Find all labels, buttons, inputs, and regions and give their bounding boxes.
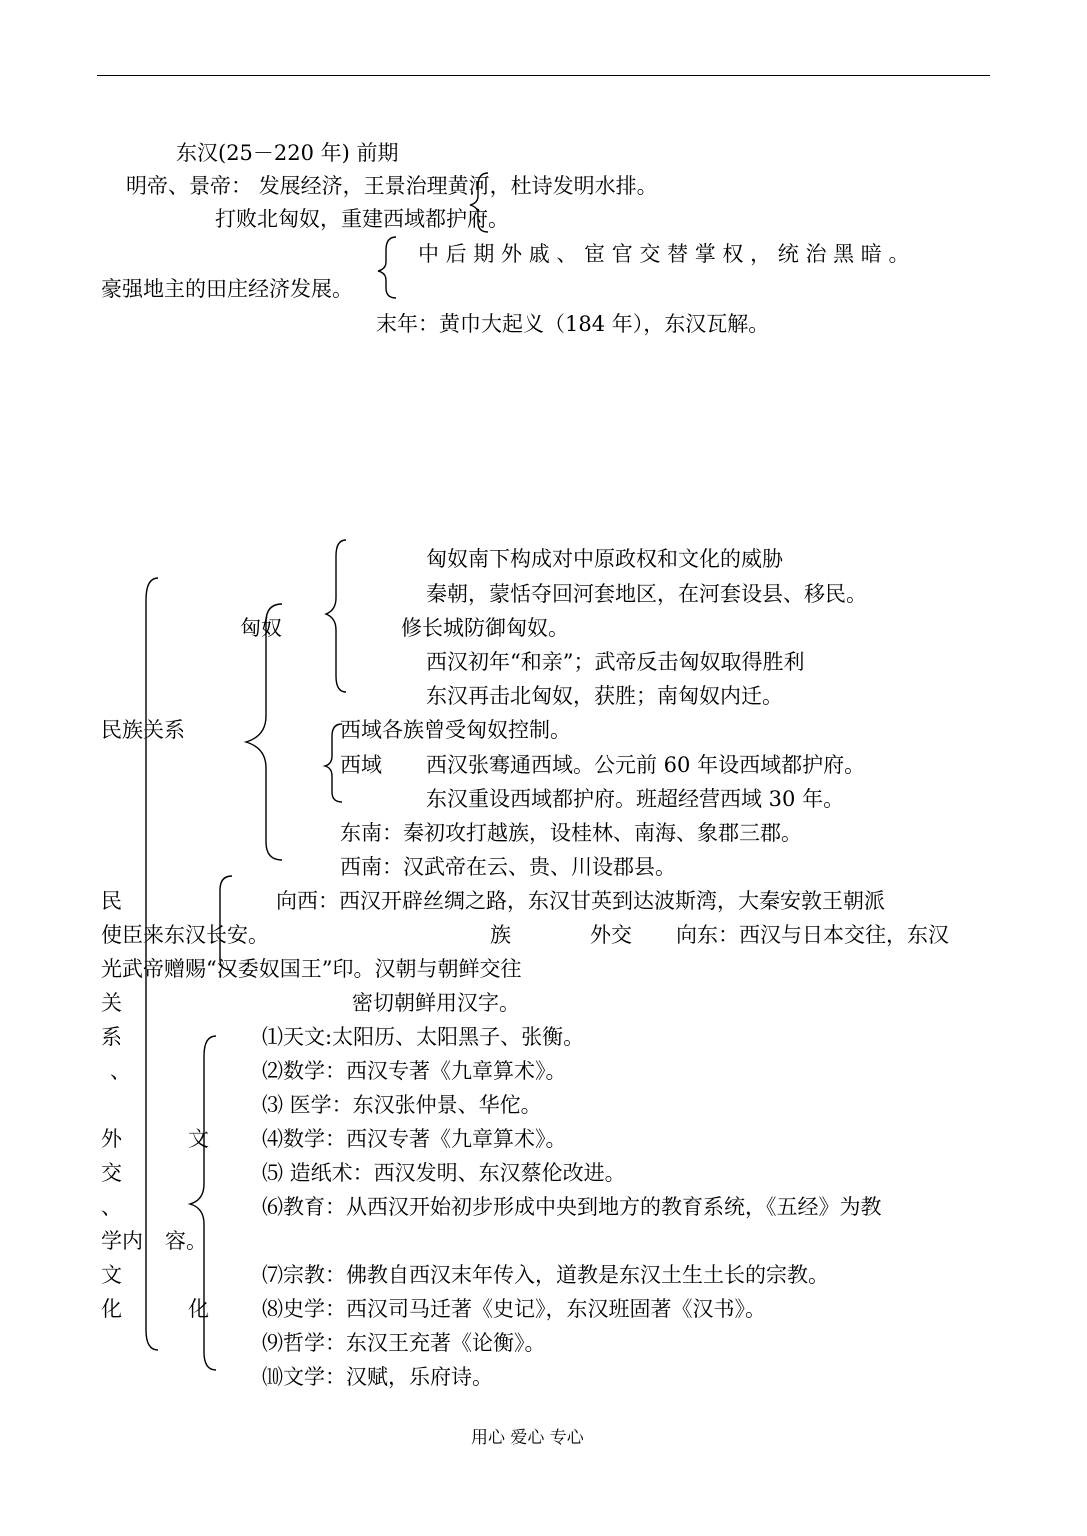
mid-period-line: 中 后 期 外 戚 、 宦 官 交 替 掌 权 ， 统 治 黑 暗 。	[418, 242, 910, 266]
side-wen2: 文	[188, 1127, 209, 1151]
side-dun-2: 、	[101, 1195, 122, 1219]
xiongnu-label: 匈奴	[240, 616, 282, 640]
landlord-line: 豪强地主的田庄经济发展。	[101, 277, 353, 301]
wenhua-item-8: ⑻史学：西汉司马迁著《史记》，东汉班固著《汉书》。	[262, 1297, 766, 1321]
side-wen: 文	[101, 1263, 122, 1287]
xiyu-item-1: 西域各族曾受匈奴控制。	[340, 718, 571, 742]
xiongnu-item-3: 修长城防御匈奴。	[401, 616, 569, 640]
xiyu-item-3: 东汉重设西域都护府。班超经营西域 30 年。	[426, 787, 845, 811]
side-min: 民	[101, 889, 122, 913]
xiyu-label: 西域	[340, 753, 382, 777]
side-wai: 外	[101, 1127, 122, 1151]
waijiao-label: 外交	[590, 923, 632, 947]
xiongnu-item-5: 东汉再击北匈奴，获胜；南匈奴内迁。	[426, 684, 783, 708]
wenhua-item-5: ⑸ 造纸术：西汉发明、东汉蔡伦改进。	[262, 1161, 626, 1185]
side-xi: 系	[101, 1025, 122, 1049]
waijiao-west: 向西：西汉开辟丝绸之路，东汉甘英到达波斯湾，大秦安敦王朝派	[276, 889, 885, 913]
side-hua: 化	[101, 1297, 122, 1321]
wenhua-item-7: ⑺宗教：佛教自西汉末年传入，道教是东汉土生土长的宗教。	[262, 1263, 829, 1287]
minzu-label: 民族关系	[101, 718, 185, 742]
wenhua-item-3: ⑶ 医学：东汉张仲景、华佗。	[262, 1093, 542, 1117]
xiongnu-item-2: 秦朝，蒙恬夺回河套地区，在河套设县、移民。	[426, 582, 867, 606]
xiyu-item-2: 西汉张骞通西域。公元前 60 年设西域都护府。	[426, 753, 866, 777]
wenhua-item-1: ⑴天文:太阳历、太阳黑子、张衡。	[262, 1025, 585, 1049]
wenhua-item-9: ⑼哲学：东汉王充著《论衡》。	[262, 1331, 546, 1355]
mingdi-line: 明帝、景帝： 发展经济，王景治理黄河，杜诗发明水排。	[126, 174, 658, 198]
side-rong: 容。	[165, 1229, 207, 1253]
side-zu: 族	[490, 923, 511, 947]
waijiao-line-3: 光武帝赠赐“汉委奴国王”印。汉朝与朝鲜交往	[101, 957, 522, 981]
side-jiao: 交	[101, 1161, 122, 1185]
page-footer: 用心 爱心 专心	[471, 1428, 584, 1448]
side-hua2: 化	[188, 1297, 209, 1321]
waijiao-east: 向东：西汉与日本交往，东汉	[676, 923, 949, 947]
waijiao-line-2: 使臣来东汉长安。	[101, 923, 269, 947]
wenhua-item-2: ⑵数学：西汉专著《九章算术》。	[262, 1059, 567, 1083]
side-dun-1: 、	[110, 1059, 131, 1083]
defeat-xiongnu-line: 打败北匈奴，重建西域都护府。	[215, 207, 509, 231]
brace-minzu	[246, 604, 282, 860]
xiongnu-item-1: 匈奴南下构成对中原政权和文化的威胁	[426, 547, 783, 571]
wenhua-item-10: ⑽文学：汉赋，乐府诗。	[262, 1365, 493, 1389]
dongnan-line: 东南：秦初攻打越族，设桂林、南海、象郡三郡。	[340, 821, 802, 845]
brace-xiongnu	[326, 540, 346, 692]
late-period-line: 末年：黄巾大起义（184 年），东汉瓦解。	[376, 312, 770, 336]
brace-east-han-mid	[378, 237, 396, 298]
waijiao-line-4: 密切朝鲜用汉字。	[352, 991, 520, 1015]
xiongnu-item-4: 西汉初年“和亲”；武帝反击匈奴取得胜利	[426, 650, 805, 674]
wenhua-item-6: ⑹教育：从西汉开始初步形成中央到地方的教育系统，《五经》为教	[262, 1195, 882, 1219]
xinan-line: 西南：汉武帝在云、贵、川设郡县。	[340, 855, 676, 879]
side-guan: 关	[101, 991, 122, 1015]
side-xue: 学内	[101, 1229, 143, 1253]
east-han-heading: 东汉(25－220 年) 前期	[176, 141, 399, 165]
wenhua-item-4: ⑷数学：西汉专著《九章算术》。	[262, 1127, 567, 1151]
